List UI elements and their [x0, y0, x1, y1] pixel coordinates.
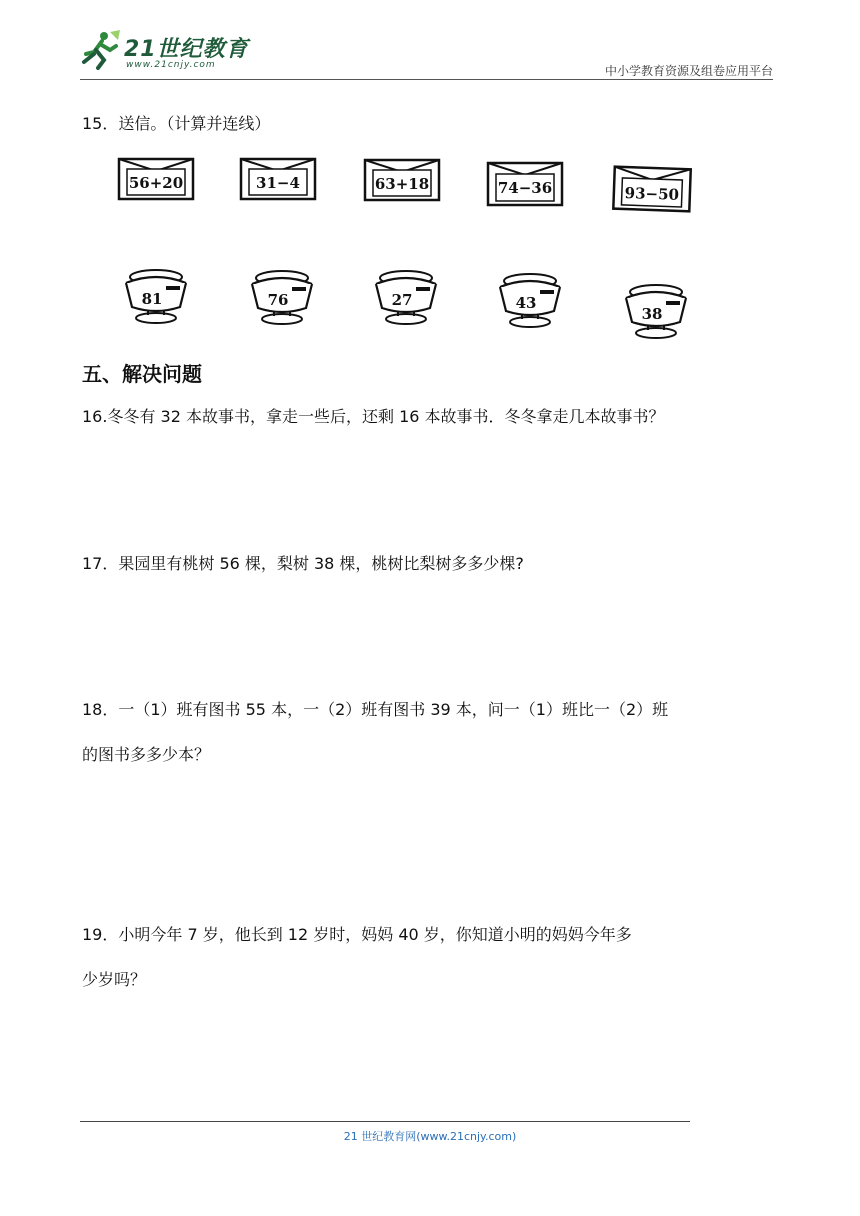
envelope-3	[363, 158, 441, 206]
question-16: 16.冬冬有 32 本故事书，拿走一些后，还剩 16 本故事书．冬冬拿走几本故事书？	[82, 407, 665, 426]
mailbox-4	[492, 271, 568, 333]
mailbox-5	[618, 282, 694, 344]
logo	[80, 28, 250, 74]
mailbox-number: 27	[391, 291, 413, 309]
mailbox-number: 81	[141, 290, 163, 308]
mailbox-number: 76	[267, 291, 289, 309]
section-title: 五、解决问题	[82, 362, 202, 386]
mailbox-1	[118, 267, 194, 329]
footer-link[interactable]: 21 世纪教育网(www.21cnjy.com)	[343, 1130, 517, 1143]
mailbox-2	[244, 268, 320, 330]
envelope-label: 63+18	[374, 175, 430, 193]
header-platform-text: 中小学教育资源及组卷应用平台	[604, 64, 773, 78]
envelope-label: 93−50	[624, 184, 680, 204]
question-18-line-1: 18．一（1）班有图书 55 本，一（2）班有图书 39 本，问一（1）班比一（2）班	[82, 700, 669, 719]
envelope-label: 31−4	[256, 174, 300, 192]
envelope-4	[486, 161, 564, 211]
logo-text: 21世纪教育	[124, 37, 249, 62]
header-divider	[80, 79, 773, 80]
envelope-label: 74−36	[497, 179, 553, 197]
question-19-line-1: 19．小明今年 7 岁，他长到 12 岁时，妈妈 40 岁，你知道小明的妈妈今年多	[82, 925, 632, 944]
question-19-line-2: 少岁吗？	[82, 970, 147, 989]
page-header	[80, 28, 773, 80]
question-15-title: 15．送信。（计算并连线）	[82, 114, 271, 133]
runner-logo-icon	[80, 28, 124, 72]
envelope-1	[117, 157, 195, 205]
envelope-5	[611, 165, 695, 219]
envelope-2	[239, 157, 317, 205]
question-17: 17．果园里有桃树 56 棵，梨树 38 棵，桃树比梨树多多少棵?	[82, 554, 524, 573]
footer-divider	[80, 1121, 690, 1122]
envelope-label: 56+20	[128, 174, 184, 192]
mailbox-3	[368, 268, 444, 330]
mailbox-number: 38	[641, 305, 663, 323]
mailbox-number: 43	[515, 294, 537, 312]
logo-url: www.21cnjy.com	[126, 60, 216, 70]
question-18-line-2: 的图书多多少本？	[82, 745, 211, 764]
